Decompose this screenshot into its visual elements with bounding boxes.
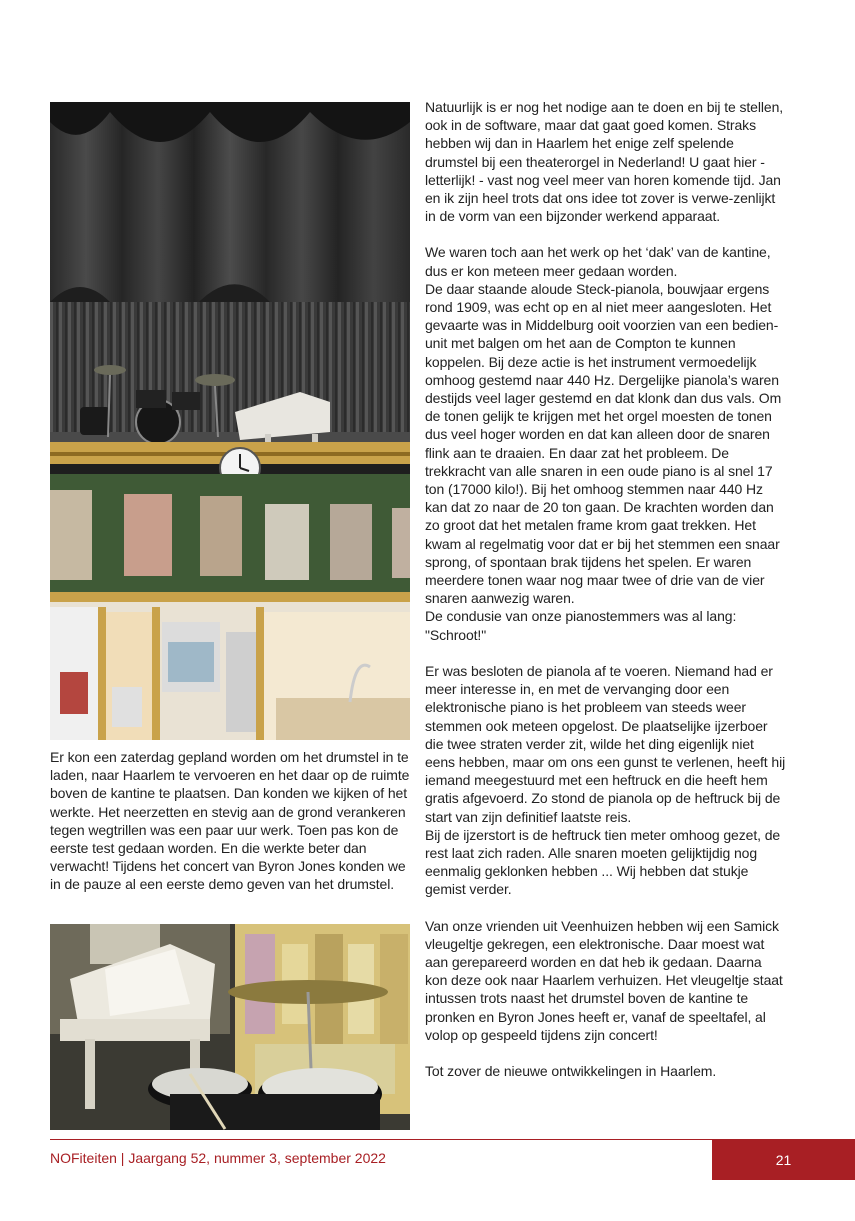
paragraph-3 — [425, 662, 787, 899]
photo-drumkit-stage — [50, 102, 410, 740]
photo-piano-drums — [50, 924, 410, 1130]
page-number: 21 — [775, 1152, 792, 1168]
caption-left — [50, 748, 412, 894]
paragraph-2-line-1: We waren toch aan het werk op het ‘dak’ van de kantine, dus er kon meteen meer gedaan worden. — [425, 244, 771, 279]
paragraph-5 — [425, 1062, 787, 1080]
paragraph-1-text: Natuurlijk is er nog het nodige aan te doen en bij te stellen, ook in de software, maar dat gaat goed komen. Straks hebben wij dan in Haarlem het enige zelf spelende drumstel bij een theaterorgel in Nederland! U gaat hier - letterlijk! - vast nog veel meer van horen komende tijd. Jan en ik zijn heel trots dat ons idee tot zover is verwe-zenlijkt in de vorm van een bijzonder werkend apparaat. — [425, 99, 784, 225]
caption-left-text: Er kon een zaterdag gepland worden om het drumstel in te laden, naar Haarlem te vervoeren en het daar op de ruimte boven de kantine te plaatsen. Dan konden we kijken of het werkte. Het neerzetten en stevig aan de grond verankeren tegen wegtrillen was een paar uur werk. Toen pas kon de eerste test gedaan worden. En die werkte beter dan verwacht! Tijdens het concert van Byron Jones konden we in de pauze al een eerste demo geven van het drumstel. — [50, 749, 410, 893]
paragraph-2-line-3: De condusie van onze pianostemmers was al lang: "Schroot!" — [425, 608, 737, 643]
footer-page-number-box — [712, 1140, 855, 1180]
footer-publication: NOFiteiten | Jaargang 52, nummer 3, september 2022 — [50, 1150, 386, 1166]
paragraph-3-line-1: Er was besloten de pianola af te voeren. Niemand had er meer interesse in, en met de vervanging door een elektronische piano is het probleem van steeds weer stemmen ook meteen opgelost. De plaatselijke ijzerboer die twee straten verder zit, wilde het ding eigenlijk niet eens hebben, maar om ons een gunst te verlenen, heeft hij iemand meegestuurd met een heftruck en die heeft hem gratis afgevoerd. Zo stond de pianola op de heftruck bij de start van zijn definitief laatste reis. — [425, 662, 786, 825]
paragraph-2 — [425, 243, 787, 643]
paragraph-2-line-2: De daar staande aloude Steck-pianola, bouwjaar ergens rond 1909, was echt op en al niet meer aangesloten. Het gevaarte was in Middelburg ooit voorzien van een bedien-unit met balgen om het aan de Compton te kunnen koppelen. Bij deze actie is het instrument vermoedelijk omhoog gestemd naar 440 Hz. Dergelijke pianola’s waren destijds veel lager gestemd en dat klonk dan dus vals. Om de tonen gelijk te krijgen met het orgel moesten de tonen dus veel hoger worden en dat kan alleen door de snaren flink aan te draaien. En daar zat het probleem. De trekkracht van alle snaren in een oude piano is al snel 17 ton (17000 kilo!). Bij het omhoog stemmen naar 440 Hz kan dat zo naar de 20 ton gaan. De krachten worden dan zo groot dat het metalen frame krom gaat trekken. Het kwam al regelmatig voor dat er bij het stemmen een snaar sprong, of spontaan brak tijdens het spelen. Er waren meerdere tonen waar nog maar twee of drie van de vier snaren aanwezig waren. — [425, 280, 782, 607]
paragraph-3-line-2: Bij de ijzerstort is de heftruck tien meter omhoog gezet, de rest laat zich raden. Alle snaren moeten gelijktijdig nog eenmalig geklonken hebben ... Wij hebben dat stukje gemist verder. — [425, 826, 781, 898]
photo-drumkit-stage-image — [50, 102, 410, 740]
paragraph-4-text: Van onze vrienden uit Veenhuizen hebben wij een Samick vleugeltje gekregen, een elektronische. Daar moest wat aan gerepareerd worden en dat heb ik gedaan. Daarna kon deze ook naar Haarlem verhuizen. Het vleugeltje staat intussen trots naast het drumstel boven de kantine te pronken en Byron Jones heeft er, vanaf de speeltafel, al volop op gespeeld tijdens zijn concert! — [425, 917, 783, 1043]
photo-piano-drums-image — [50, 924, 410, 1130]
paragraph-5-text: Tot zover de nieuwe ontwikkelingen in Haarlem. — [425, 1062, 717, 1079]
paragraph-1 — [425, 98, 787, 225]
paragraph-4 — [425, 917, 787, 1044]
article-right-column — [425, 98, 787, 1098]
